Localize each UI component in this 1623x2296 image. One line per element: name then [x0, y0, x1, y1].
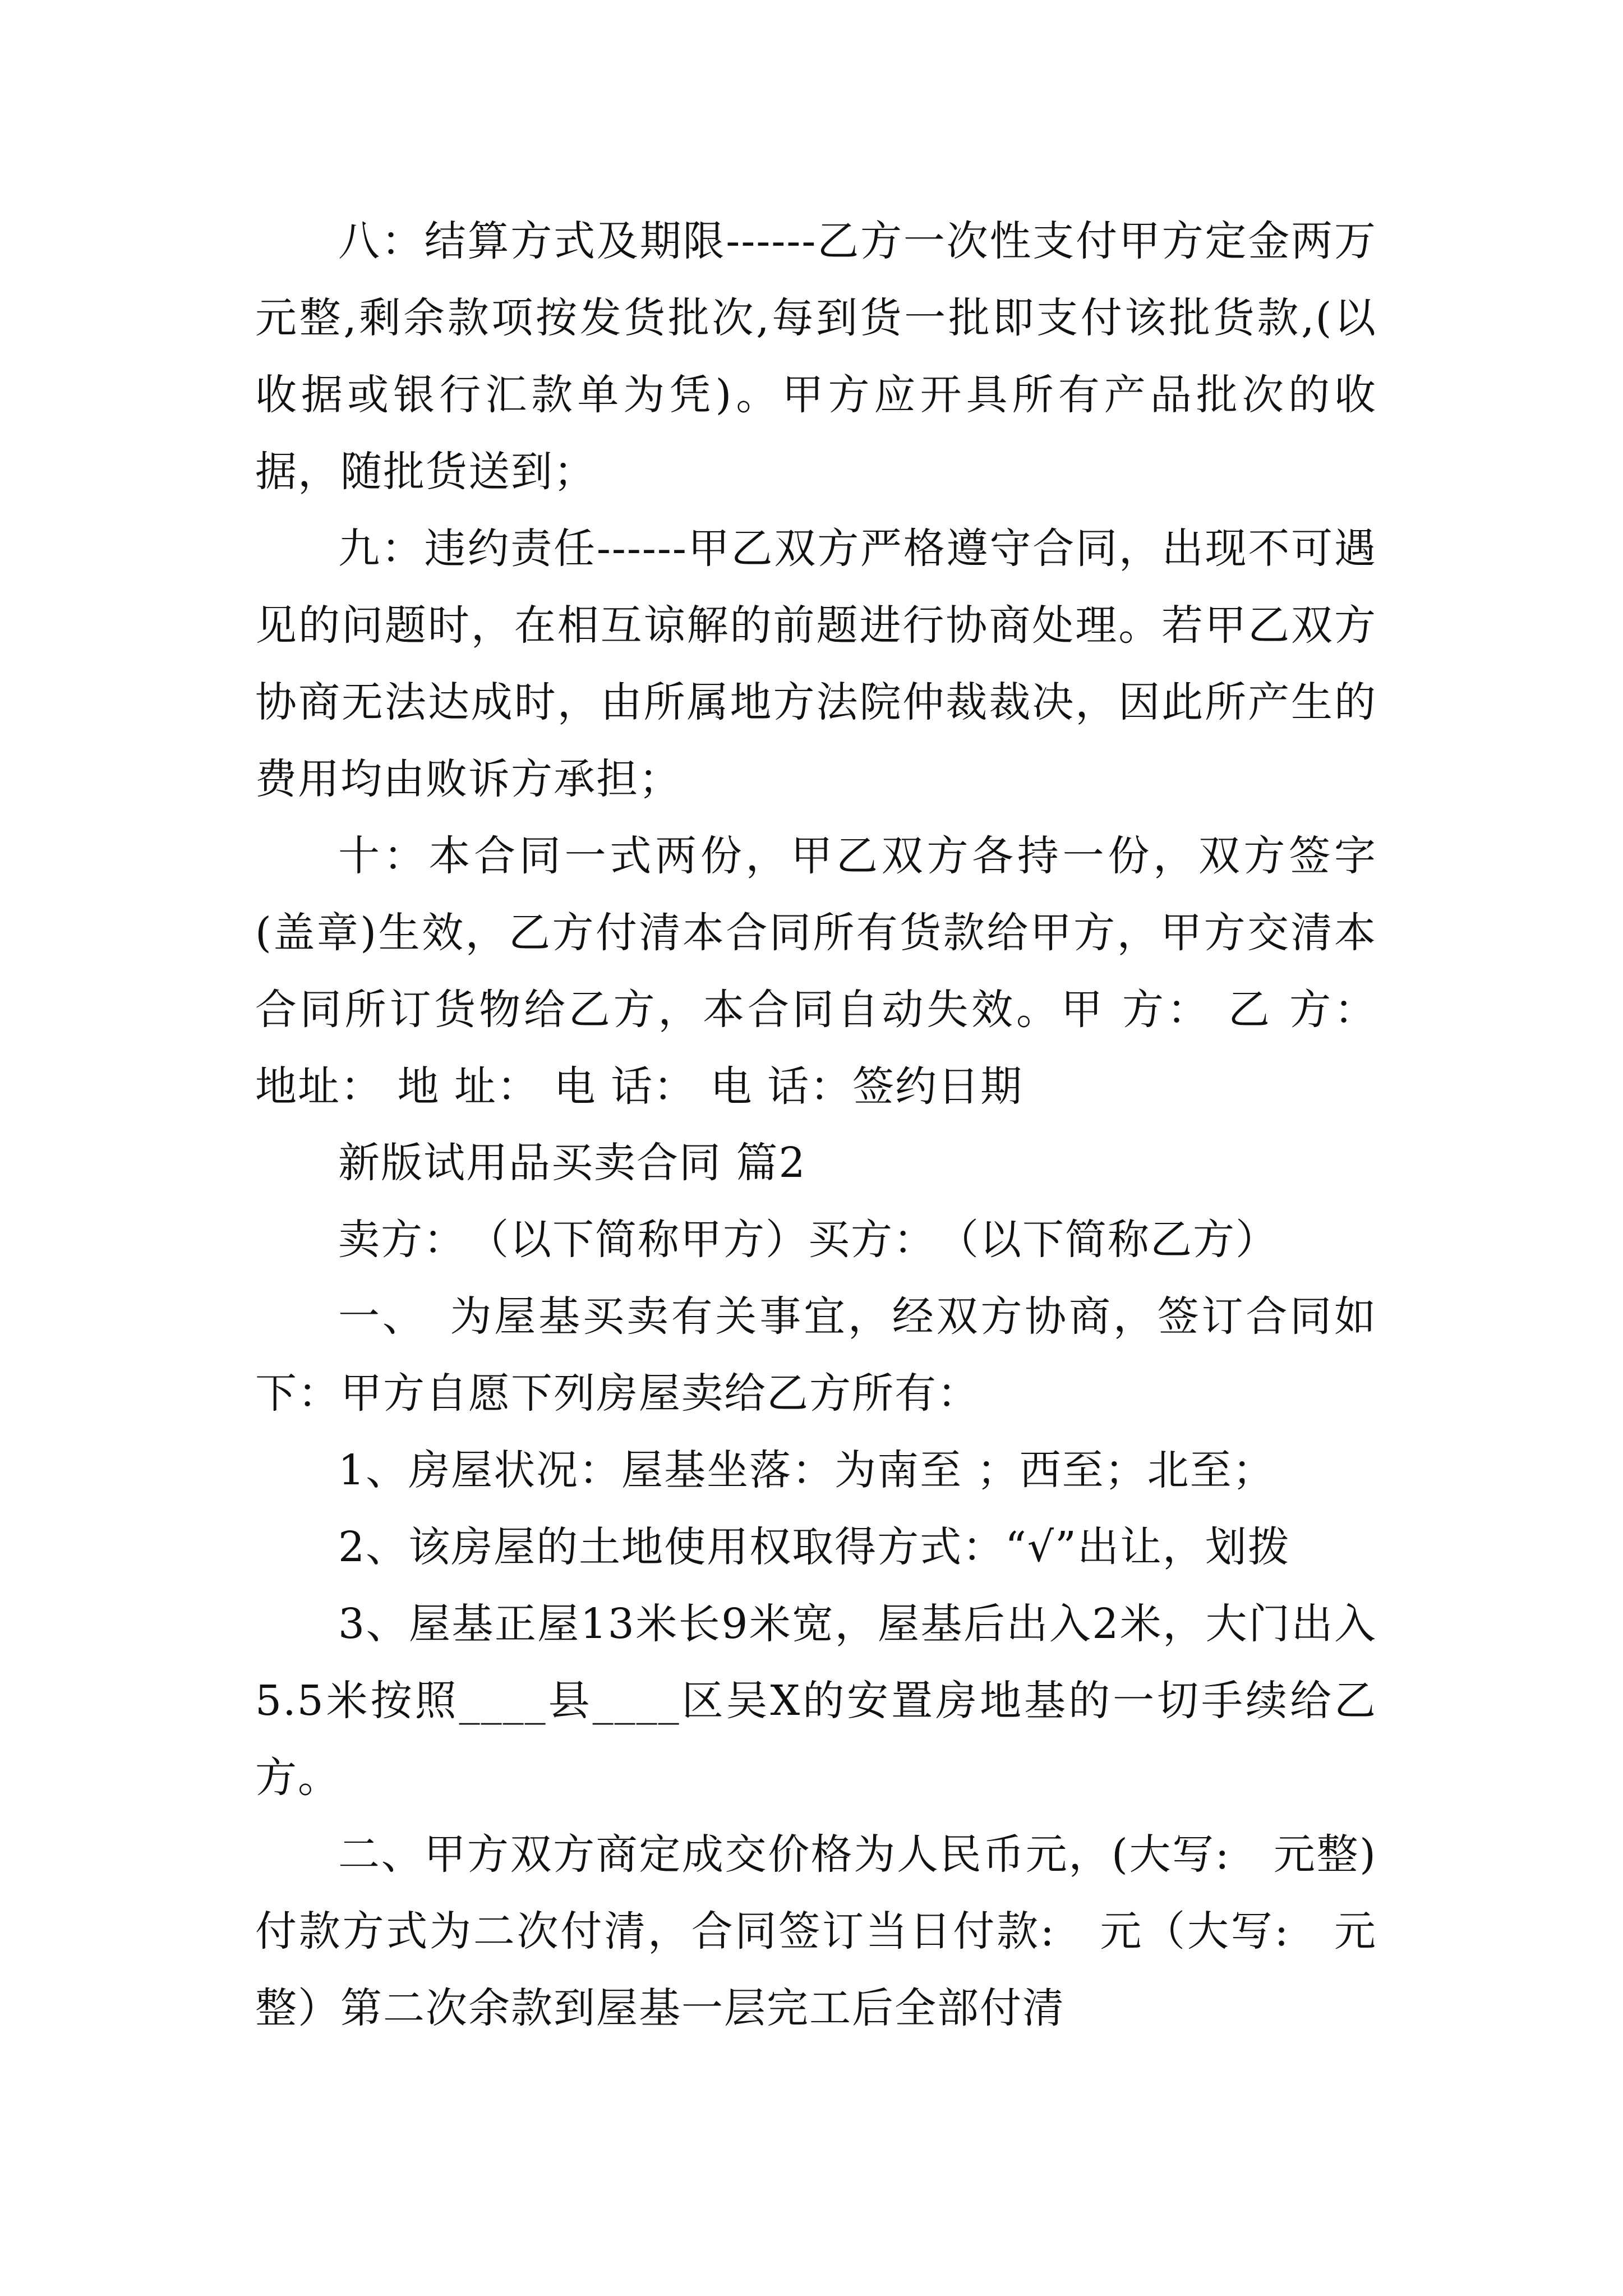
- item-land-use-right: 2、该房屋的土地使用权取得方式：“√”出让，划拨: [338, 1523, 1290, 1571]
- clause-eight-settlement: 八：结算方式及期限------乙方一次性支付甲方定金两万元整,剩余款项按发货批次,每到货一批即支付该批货款,(以收据或银行汇款单为凭)。甲方应开具所有产品批次的收据，随批货送到；: [255, 217, 1377, 496]
- clause-nine-liability: 九：违约责任------甲乙双方严格遵守合同，出现不可遇见的问题时，在相互谅解的前题进行协商处理。若甲乙双方协商无法达成时，由所属地方法院仲裁裁决，因此所产生的费用均由败诉方承担；: [255, 524, 1377, 803]
- item-house-status: 1、房屋状况：屋基坐落：为南至 ；西至；北至；: [338, 1446, 1275, 1494]
- parties-line: 卖方： （以下简称甲方）买方： （以下简称乙方）: [338, 1216, 1278, 1264]
- article-two-price-payment: 二、甲方双方商定成交价格为人民币元，(大写: 元整)付款方式为二次付清，合同签订当日付款: 元（大写: 元整）第二次余款到屋基一层完工后全部付清: [255, 1830, 1377, 2032]
- clause-ten-copies-signatures: 十：本合同一式两份，甲乙双方各持一份，双方签字(盖章)生效，乙方付清本合同所有货款给甲方，甲方交清本合同所订货物给乙方，本合同自动失效。甲 方： 乙 方： 地址： 地 址： 电 话： 电 话：签约日期: [255, 832, 1391, 1111]
- section-heading-part-2: 新版试用品买卖合同 篇2: [338, 1139, 806, 1187]
- item-foundation-dimensions: 3、屋基正屋13米长9米宽，屋基后出入2米，大门出入5.5米按照____县____区吴X的安置房地基的一切手续给乙方。: [255, 1600, 1377, 1802]
- article-one-intro: 一、 为屋基买卖有关事宜，经双方协商，签订合同如下：甲方自愿下列房屋卖给乙方所有：: [255, 1292, 1377, 1418]
